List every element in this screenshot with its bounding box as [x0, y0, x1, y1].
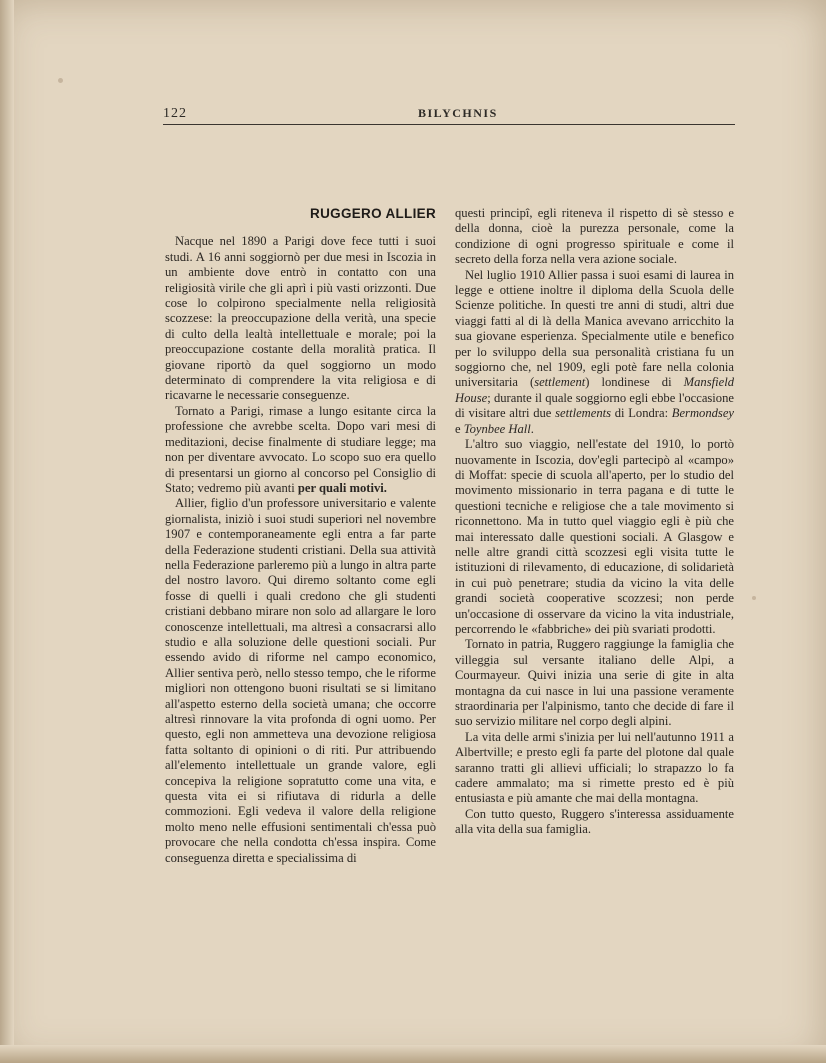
right-column	[455, 206, 734, 838]
paragraph-text: .	[530, 421, 534, 436]
paragraph	[165, 404, 436, 496]
italic-term: settlements	[555, 406, 612, 421]
paper-stain	[752, 596, 756, 600]
paragraph: L'altro suo viaggio, nell'estate del 1910, lo portò nuovamente in Iscozia, dov'egli partecipò al «campo» di Moffat: specie di scuola all'aperto, per lo studio del movimento missionario in terra pagana e di tutte le questioni tecniche e religiose che a tale movimento si riconnettono. Ma in tutto quel viaggio egli è più che mai interessato dalle questioni sociali. A Glasgow e nelle altre grandi città scozzesi egli visita tutte le istituzioni di rilevamento, di educazione, di solidarietà in cui può penetrare; studia da vicino la vita delle grandi società cooperative scozzesi; non perde un'occasione di osservare da vicino la vita industriale, percorrendo le «fabbriche» dei più svariati prodotti.	[455, 437, 734, 636]
italic-term: settlement	[534, 375, 586, 390]
paragraph: La vita delle armi s'inizia per lui nell'autunno 1911 a Albertville; e presto egli fa parte del plotone dal quale saranno tratti gli allievi ufficiali; lo strapazzo lo fa cadere ammalato; ma si rimette presto ed è più entusiasta e più amante che mai della montagna.	[455, 729, 734, 806]
page-edge-left	[0, 0, 14, 1063]
paragraph	[455, 268, 734, 437]
paragraph-text: e	[455, 421, 464, 436]
italic-place: Bermondsey	[671, 406, 735, 421]
paragraph: questi principî, egli riteneva il rispetto di sè stesso e della donna, cioè la purezza personale, come la condizione di ogni progresso spirituale e come il secreto della forza nella vera azione sociale.	[455, 206, 734, 267]
paragraph-text: di Londra:	[611, 406, 672, 421]
page-number: 122	[163, 106, 187, 121]
running-head: BILYCHNIS	[418, 106, 498, 120]
page-header	[163, 104, 735, 125]
paper-stain	[58, 78, 63, 83]
paragraph: Tornato in patria, Ruggero raggiunge la famiglia che villeggia sul versante italiano delle Alpi, a Courmayeur. Quivi inizia una serie di gite in alta montagna da cui nasce in lui una passione veramente straordinaria per l'alpinismo, tanto che decide di fare il suo servizio militare nel corpo degli alpini.	[455, 637, 734, 729]
page-edge-bottom	[0, 1045, 826, 1063]
bold-phrase: per quali motivi.	[297, 480, 387, 495]
paragraph-text: ; durante il quale soggiorno egli ebbe l'occasione di visitare altri due	[455, 390, 734, 421]
paragraph: Con tutto questo, Ruggero s'interessa assiduamente alla vita della sua famiglia.	[455, 806, 734, 837]
paragraph: Allier, figlio d'un professore universitario e valente giornalista, iniziò i suoi studi superiori nel novembre 1907 e contemporaneamente egli entra a far parte della Federazione studenti cristiani. Della sua attività nella Federazione parleremo più a lungo in altra parte del nostro lavoro. Qui diremo soltanto come egli fosse di quelli i quali credono che gli studenti cristiani debbano mirare non solo ad allargare le loro conoscenze intellettuali, ma altresì a consacrarsi allo studio e alla soluzione delle questioni sociali. Pur essendo avido di riforme nel campo economico, Allier sentiva però, nello stesso tempo, che le riforme migliori non ottengono buoni risultati se si limitano all'aspetto esterno della società umana; che occorre altresì rinnovare la vita profonda di ogni uomo. Per questo, egli non ammetteva una devozione religiosa fatta soltanto di opinioni o di riti. Pur attribuendo all'elemento intellettuale un grande valore, egli concepiva la religione sopratutto come una vita, e questa vita ei si rifiutava di ridurla a delle commozioni. Egli vedeva il valore della religione molto meno nelle effusioni sentimentali ch'essa può provocare che nella condotta ch'essa inspira. Come conseguenza diretta e specialissima di	[165, 496, 436, 865]
paragraph-text: Tornato a Parigi, rimase a lungo esitante circa la professione che avrebbe scelta. Dopo vari mesi di meditazioni, decise finalmente di studiare legge; ma non per diventare avvocato. Lo scopo suo era quello di presentarsi un giorno al concorso pel Consiglio di Stato; vedremo più avanti	[165, 403, 436, 495]
paragraph-text: Nel luglio 1910 Allier passa i suoi esami di laurea in legge e ottiene inoltre il diploma della Scuola delle Scienze politiche. In questi tre anni di studi, altri due viaggi fatti al di là della Manica avevano arricchito la sua giovane esperienza. Specialmente utile e benefico per lo sviluppo della sua personalità cristiana fu un soggiorno che, nel 1909, egli potè fare nella colonia universitaria (	[455, 267, 734, 390]
italic-place: Mansfield House	[455, 375, 734, 405]
paragraph: Nacque nel 1890 a Parigi dove fece tutti i suoi studi. A 16 anni soggiornò per due mesi in Iscozia in un ambiente dove entrò in contatto con una religiosità virile che gli aprì i più vasti orizzonti. Due cose lo colpirono specialmente nella religiosità scozzese: la preoccupazione della verità, una specie di culto della lealtà intellettuale e morale; poi la preoccupazione costante della moralità pratica. Il giovane riportò da quel soggiorno un modo determinato di comprendere la vita religiosa e di ricavarne le necessarie conseguenze.	[165, 234, 436, 403]
italic-place: Toynbee Hall	[463, 421, 531, 436]
left-column	[165, 206, 436, 866]
paragraph-text: ) londinese di	[585, 375, 684, 390]
article-title: RUGGERO ALLIER	[310, 206, 436, 221]
